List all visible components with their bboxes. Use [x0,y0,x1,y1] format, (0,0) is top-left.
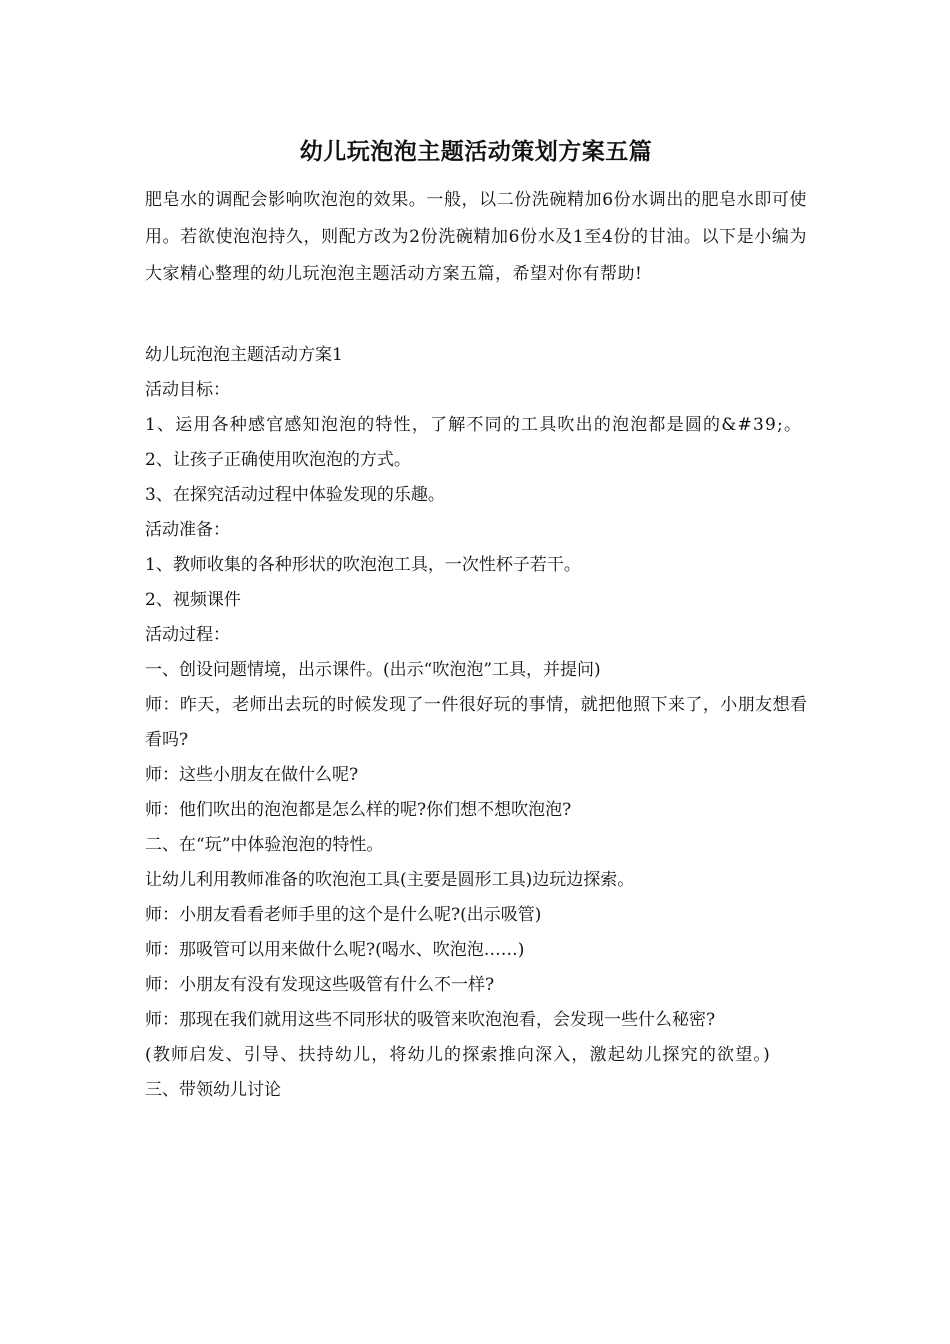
process-step: 二、在“玩”中体验泡泡的特性。 [145,835,384,855]
teacher-line: 师：小朋友有没有发现这些吸管有什么不一样? [145,975,495,995]
document-body [145,338,807,1108]
document-page [145,132,807,1108]
teacher-line: 师：小朋友看看老师手里的这个是什么呢?(出示吸管) [145,905,542,925]
body-line: (教师启发、引导、扶持幼儿，将幼儿的探索推向深入，激起幼儿探究的欲望。) [145,1045,771,1065]
preparation-item: 2、视频课件 [145,590,241,610]
intro-paragraph: 肥皂水的调配会影响吹泡泡的效果。一般，以二份洗碗精加6份水调出的肥皂水即可使用。若欲使泡泡持久，则配方改为2份洗碗精加6份水及1至4份的甘油。以下是小编为大家精心整理的幼儿玩泡泡主题活动方案五篇，希望对你有帮助! [145,190,807,284]
section-heading: 幼儿玩泡泡主题活动方案1 [145,345,343,365]
subheading-process: 活动过程： [145,625,230,645]
preparation-item: 1、教师收集的各种形状的吹泡泡工具，一次性杯子若干。 [145,555,581,575]
subheading-preparation: 活动准备： [145,520,230,540]
goal-item: 2、让孩子正确使用吹泡泡的方式。 [145,450,411,470]
teacher-line: 师：他们吹出的泡泡都是怎么样的呢?你们想不想吹泡泡? [145,800,572,820]
teacher-line: 师：那吸管可以用来做什么呢?(喝水、吹泡泡……) [145,940,525,960]
process-step: 三、带领幼儿讨论 [145,1080,281,1100]
paragraph-spacer [145,293,807,338]
goal-item: 1、运用各种感官感知泡泡的特性，了解不同的工具吹出的泡泡都是圆的&#39;。 [145,415,803,435]
goal-item: 3、在探究活动过程中体验发现的乐趣。 [145,485,445,505]
subheading-goals: 活动目标： [145,380,230,400]
teacher-line: 师：那现在我们就用这些不同形状的吸管来吹泡泡看，会发现一些什么秘密? [145,1010,716,1030]
document-title: 幼儿玩泡泡主题活动策划方案五篇 [299,138,653,165]
process-step: 一、创设问题情境，出示课件。(出示“吹泡泡”工具，并提问) [145,660,601,680]
teacher-line: 师：这些小朋友在做什么呢? [145,765,359,785]
body-line: 让幼儿利用教师准备的吹泡泡工具(主要是圆形工具)边玩边探索。 [145,870,635,890]
teacher-line: 师：昨天，老师出去玩的时候发现了一件很好玩的事情，就把他照下来了，小朋友想看看吗? [145,695,807,750]
